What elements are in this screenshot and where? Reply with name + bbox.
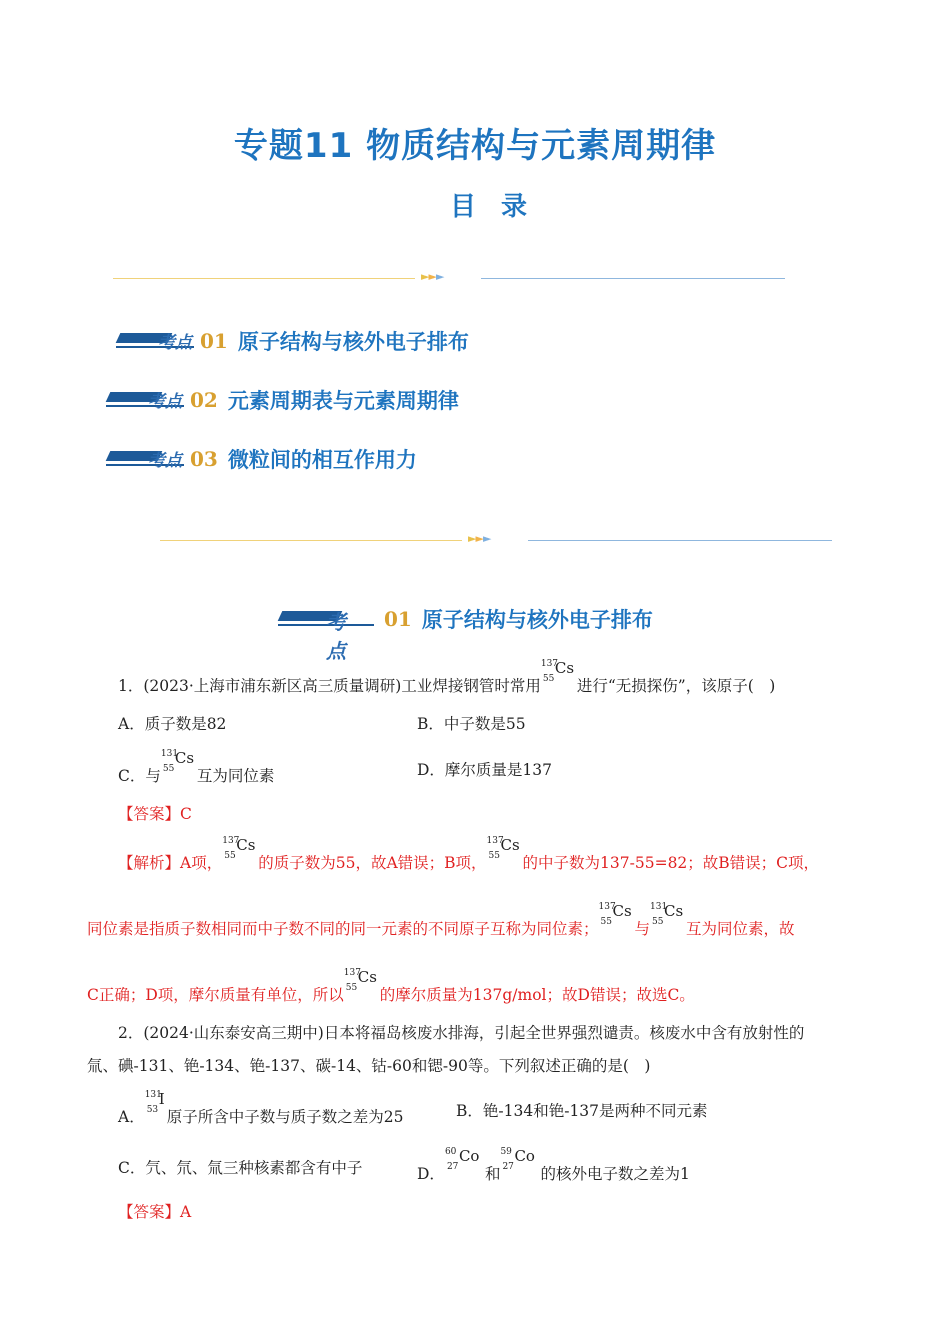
q1-analysis-line-3: C正确；D项，摩尔质量有单位，所以 137 55 Cs 的摩尔质量为137g/mol；故D错误；故选C。 (87, 968, 695, 1004)
q2-stem-line-1: 2．(2024·山东泰安高三期中)日本将福岛核废水排海，引起全世界强烈谴责。核废水中含有放射性的 (118, 1024, 805, 1042)
badge-icon: 考点 (280, 608, 358, 630)
toc-item-01[interactable] (118, 323, 469, 359)
toc-item-02[interactable] (108, 382, 459, 418)
toc-number: 02 (190, 388, 218, 412)
nuclide-cs137: 137 55 Cs (540, 659, 575, 684)
toc-number: 01 (200, 329, 228, 353)
divider-middle (160, 532, 832, 547)
arrows-icon: ►►► (468, 532, 491, 545)
q2-option-a: A． 131 53 I 原子所含中子数与质子数之差为25 (118, 1090, 404, 1126)
nuclide-co59: 59 27 Co (500, 1147, 535, 1172)
q1-analysis-line-2: 同位素是指质子数相同而中子数不同的同一元素的不同原子互称为同位素； 137 55 Cs 与 131 55 Cs 互为同位素，故 (87, 902, 795, 938)
q1-analysis-line-1: 【解析】A项， 137 55 Cs 的质子数为55，故A错误；B项， 137 55 Cs 的中子数为137-55=82；故B错误；C项， (118, 836, 820, 872)
badge-icon: 考点 (118, 330, 196, 352)
q1-option-a: A．质子数是82 (118, 715, 227, 733)
q1-option-d: D．摩尔质量是137 (417, 761, 553, 779)
toc-label: 微粒间的相互作用力 (227, 448, 417, 472)
toc-heading: 目 录 (449, 192, 536, 222)
nuclide-co60: 60 27 Co (444, 1147, 480, 1172)
q1-stem: 1．(2023·上海市浦东新区高三质量调研)工业焊接钢管时常用 137 55 Cs 进行“无损探伤”，该原子( ) (118, 659, 776, 695)
q2-stem-line-2: 氚、碘-131、铯-134、铯-137、碳-14、钴-60和锶-90等。下列叙述正确的是( ) (87, 1057, 651, 1075)
toc-number: 03 (190, 447, 218, 471)
section-heading (280, 601, 653, 663)
arrows-icon: ►►► (421, 270, 444, 283)
section-number: 01 (384, 607, 412, 631)
q2-answer: 【答案】A (118, 1203, 192, 1221)
nuclide-i131: 131 53 I (144, 1090, 165, 1115)
divider-top (113, 270, 785, 285)
q1-option-c: C．与 131 55 Cs 互为同位素 (118, 749, 275, 785)
q1-option-b: B．中子数是55 (417, 715, 526, 733)
nuclide-cs131: 131 55 Cs (160, 749, 195, 774)
toc-label: 原子结构与核外电子排布 (237, 330, 469, 354)
page-title: 专题11 物质结构与元素周期律 (233, 126, 717, 166)
q2-option-d: D． 60 27 Co 和 59 27 Co 的核外电子数之差为1 (417, 1147, 690, 1183)
toc-label: 元素周期表与元素周期律 (227, 389, 459, 413)
toc-item-03[interactable] (108, 441, 417, 477)
section-title: 原子结构与核外电子排布 (421, 608, 653, 632)
badge-icon: 考点 (108, 448, 186, 470)
q2-option-c: C．氕、氘、氚三种核素都含有中子 (118, 1159, 363, 1177)
q2-option-b: B．铯-134和铯-137是两种不同元素 (456, 1102, 708, 1120)
badge-icon: 考点 (108, 389, 186, 411)
q1-answer: 【答案】C (118, 805, 192, 823)
